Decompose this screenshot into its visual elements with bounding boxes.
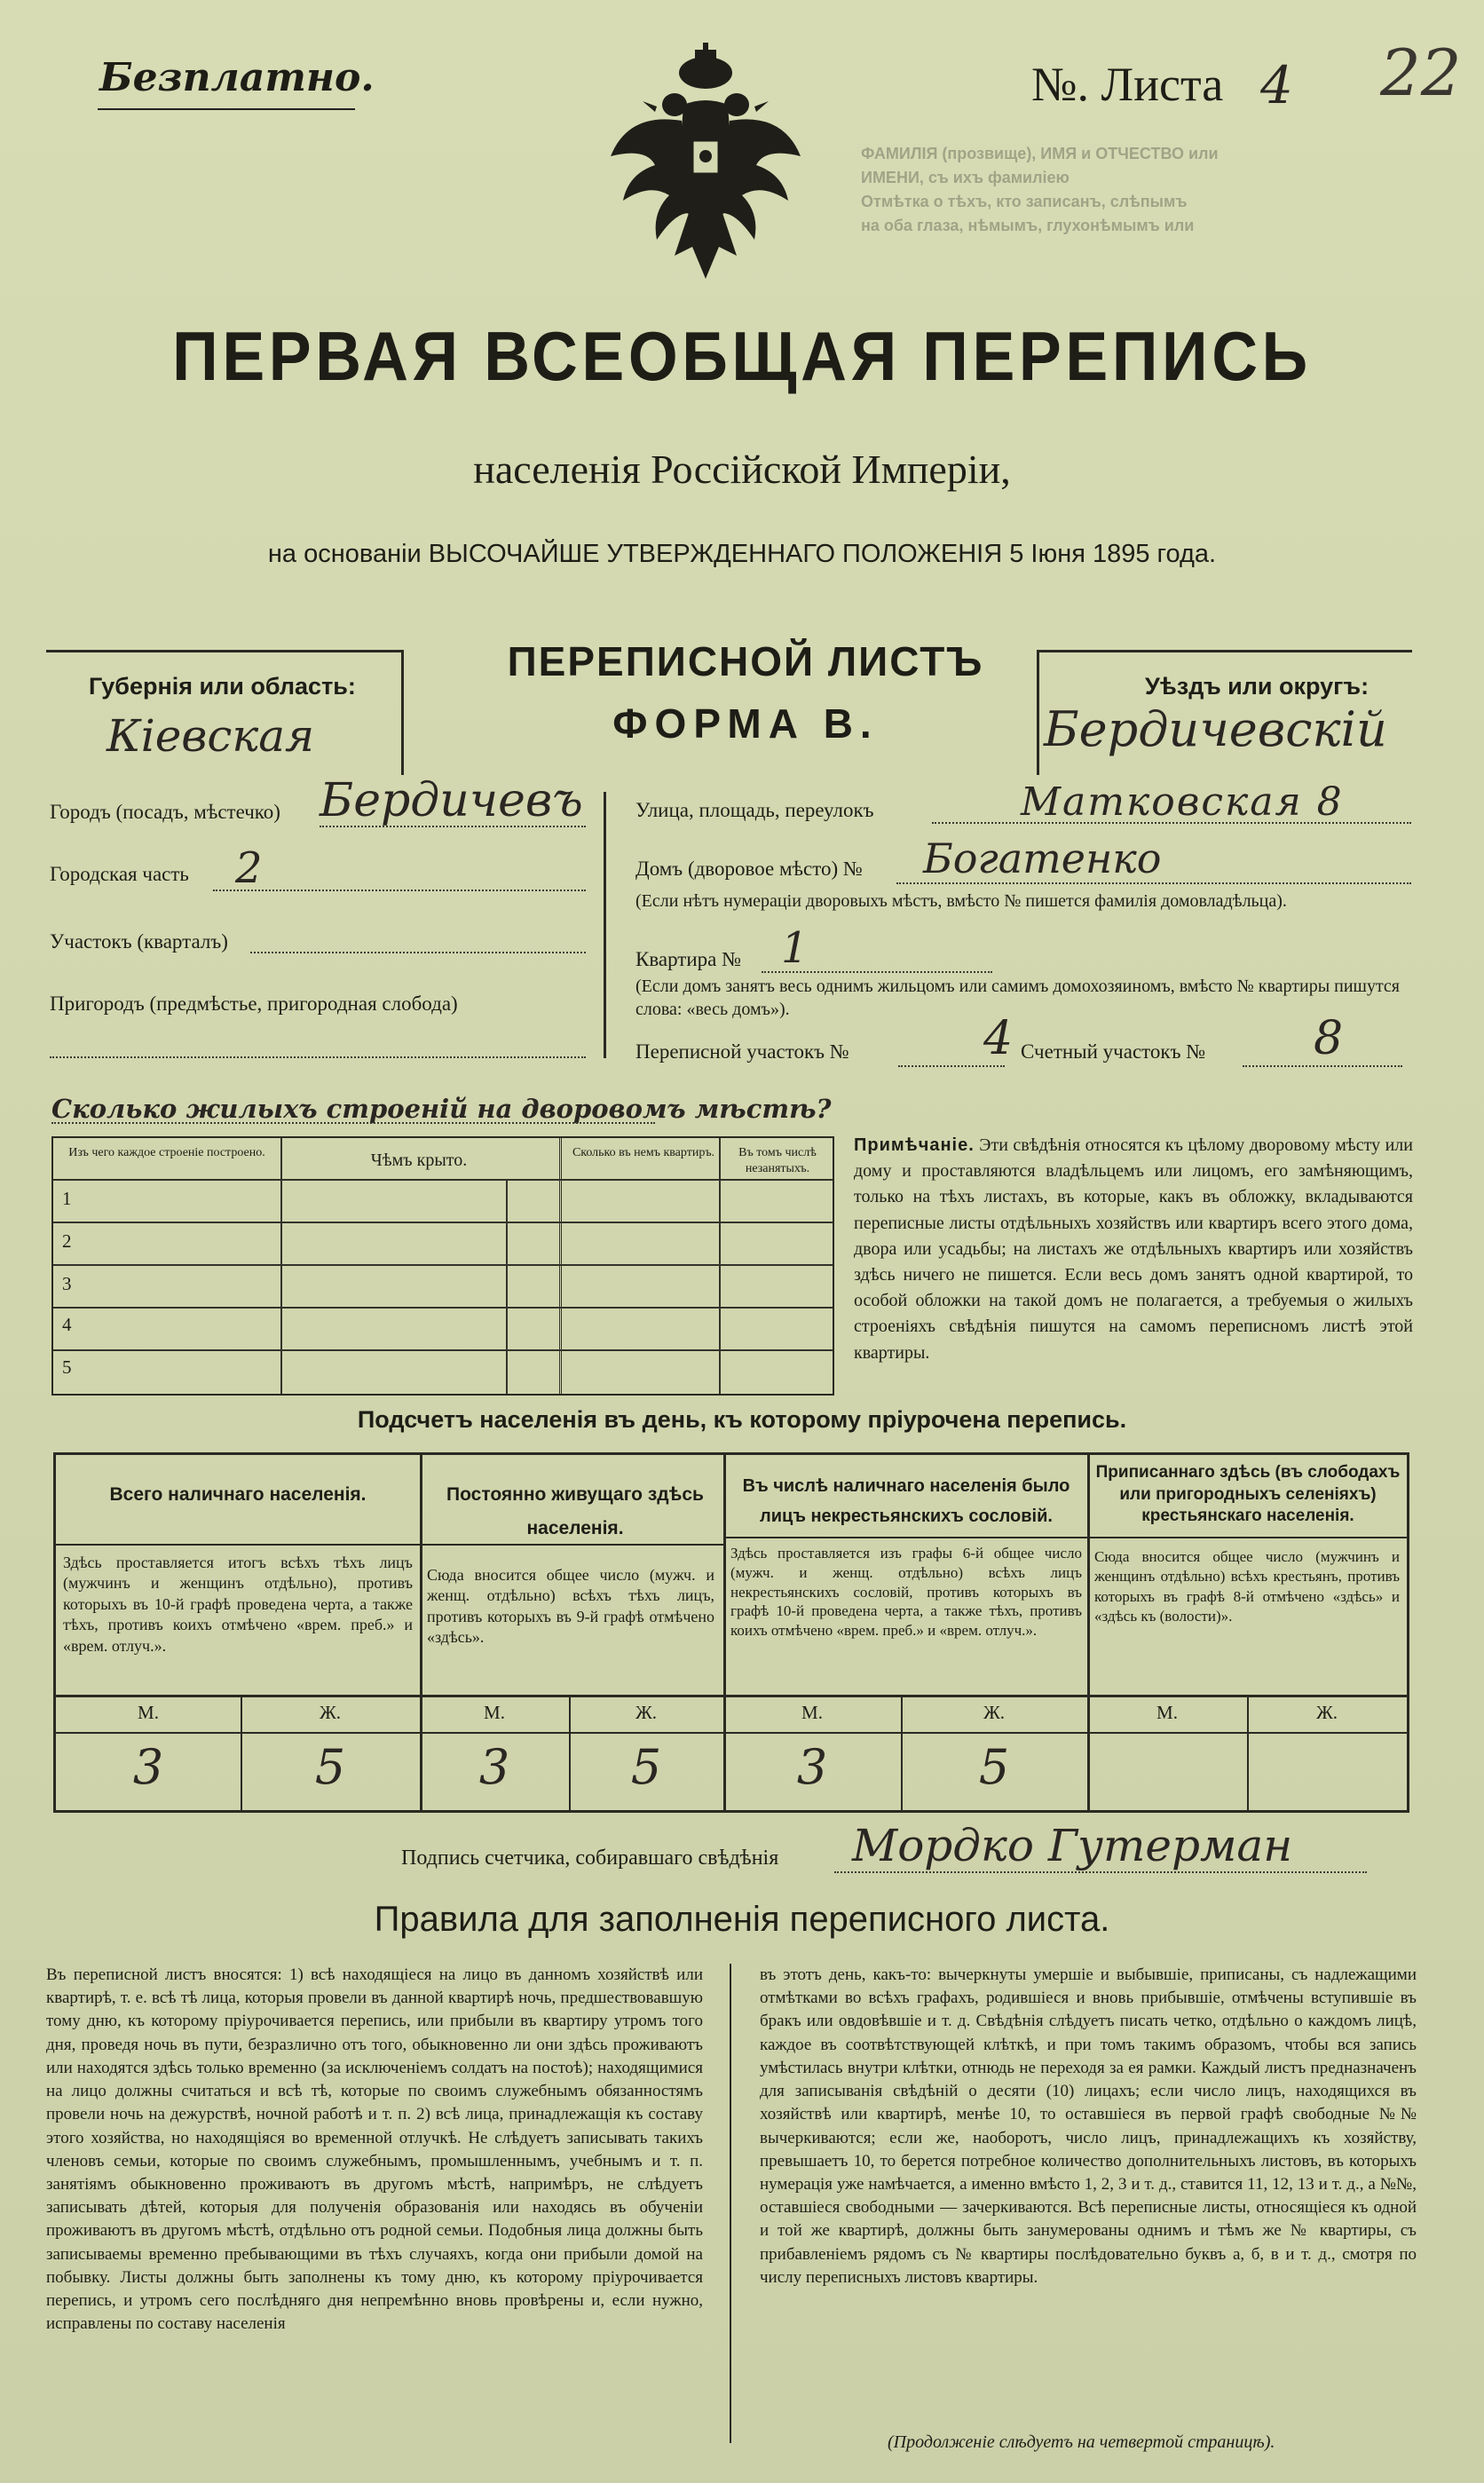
pop-col4-f-label: Ж. [1315, 1702, 1338, 1723]
street-rule [932, 822, 1411, 824]
pop-col1-head-rule [56, 1544, 420, 1546]
bleed-through-text: ФАМИЛІЯ (прозвище), ИМЯ и ОТЧЕСТВО или ИМЕНИ, съ ихъ фамиліею Отмѣтка о тѣхъ, кто записанъ, слѣпымъ на оба глаза, нѣмымъ, глухонѣмымъ или [852, 145, 1219, 234]
buildings-row-rule-3 [53, 1307, 833, 1309]
pop-col3-head-rule [723, 1537, 1087, 1538]
signature-label: Подпись счетчика, собиравшаго свѣдѣнія [401, 1846, 779, 1870]
population-title: Подсчетъ населенія въ день, къ которому пріурочена перепись. [357, 1406, 1127, 1433]
subtitle: населенія Россійской Имперіи, [473, 447, 1011, 492]
buildings-row-3: 3 [62, 1273, 72, 1294]
pop-col3-desc: Здѣсь проставляется изъ графы 6-й общее число (мужч. и женщ. отдѣльно) всѣхъ лицъ некрестьянскихъ сословій, противъ которыхъ въ графѣ 10-й проведена черта, а также тѣхъ, противъ коихъ отмѣчено «врем. преб.» и «врем. отлуч.». [730, 1545, 1082, 1639]
pop-col1-m-value[interactable]: 3 [132, 1739, 164, 1795]
district-label: Уѣздъ или округъ: [1145, 673, 1370, 700]
buildings-question-rule [51, 1122, 655, 1124]
imperial-eagle-emblem [604, 43, 808, 291]
buildings-row-2: 2 [62, 1230, 72, 1252]
pop-col2-head: Постоянно живущаго здѣсь населенія. [446, 1484, 704, 1538]
fields-divider [604, 792, 606, 1058]
buildings-col-rule-4 [719, 1138, 721, 1394]
pop-col2-m-value[interactable]: 3 [478, 1739, 510, 1795]
signature-value[interactable]: Мордко Гутерман [852, 1820, 1293, 1871]
note-text: Эти свѣдѣнія относятся къ цѣлому дворовому мѣсту или дому и проставляются владѣльцемъ или лицомъ, его замѣняющимъ, только на тѣхъ листахъ, въ которые, какъ въ обложку, вкладываются переписные листы отдѣльныхъ хозяйствъ или квартиръ всего этого дома, двора или усадьбы; на листахъ же отдѣльныхъ квартиръ или хозяйствъ здѣсь ничего не пишется. Если весь домъ занятъ одной квартирой, то особой обложки на такой домъ не полагается, а требуемыя о жилыхъ строеніяхъ свѣдѣнія пишутся на самомъ переписномъ листѣ этой квартиры. [854, 1135, 1413, 1363]
buildings-col-rule-2 [506, 1179, 508, 1394]
basis-line: на основаніи ВЫСОЧАЙШЕ УТВЕРЖДЕННАГО ПОЛОЖЕНІЯ 5 Іюня 1895 года. [267, 540, 1217, 568]
pop-col3-f-label: Ж. [983, 1702, 1006, 1723]
archive-number: 22 [1380, 36, 1462, 110]
pop-col4-head: Приписаннаго здѣсь (въ слободахъ или пригородныхъ селеніяхъ) крестьянскаго населенія. [1095, 1463, 1401, 1526]
buildings-header-material: Изъ чего каждое строеніе построено. [68, 1146, 265, 1159]
rules-right-column: въ этотъ день, какъ-то: вычеркнуты умершіе и выбывшіе, приписаны, съ надлежащими отмѣтками во всѣхъ графахъ, родившіеся и вновь прибывшіе, отмѣчены вступившіе въ бракъ или овдовѣвшіе и т. д. Свѣдѣнія слѣдуетъ писать четко, отдѣльно о каждомъ лицѣ, каждое въ соотвѣтствующей клѣткѣ, и при томъ такимъ образомъ, чтобы вся запись умѣстилась внутри клѣтки, отнюдь не переходя за ея рамки. Каждый листъ предназначенъ для записыванія свѣдѣній о десяти (10) лицахъ; если число лицъ, находящихся въ хозяйствѣ или квартирѣ, менѣе 10, то оставшіеся въ первой графѣ свободные №№ вычеркиваются; если же, наоборотъ, число лицъ, принадлежащихъ къ хозяйству, превышаетъ 10, то берется потребное количество дополнительныхъ листовъ, въ которыхъ нумерація уже намѣчается, а именно вмѣсто 1, 2, 3 и т. д., ставится 11, 12, 13 и т. д., а №№, оставшіеся свободными — зачеркиваются. Всѣ переписные листы, относящіеся къ одной и той же квартирѣ, должны быть занумерованы однимъ и тѣмъ же № квартиры, съ прибавленіемъ рядомъ съ № квартиры послѣдовательно буквъ а, б, в и т. д., смотря по числу переписныхъ листовъ квартиры. [760, 1965, 1417, 2287]
house-label: Домъ (дворовое мѣсто) № [635, 858, 863, 880]
buildings-header-apartments: Сколько въ немъ квартиръ. [572, 1146, 715, 1159]
rules-left-column: Въ переписной листъ вносятся: 1) всѣ находящіеся на лицо въ данномъ хозяйствѣ или квартирѣ, т. е. всѣ тѣ лица, которыя провели въ данной квартирѣ ночь, предшествовавшую тому дню, къ которому пріурочивается перепись, или прибыли въ квартиру утромъ того дня, проведя ночь въ пути, безразлично отъ того, обыкновенно ли они здѣсь проживаютъ или находятся здѣсь только временно (за исключеніемъ солдатъ на постоѣ); находящимися на лицо должны считаться и всѣ тѣ, которые по своимъ служебнымъ обязанностямъ провели ночь на дежурствѣ, ночной работѣ и т. п. 2) всѣ лица, принадлежащія къ составу этого хозяйства, но находящіяся во временной отлучкѣ. Не слѣдуетъ записывать такихъ членовъ семьи, которые по своимъ служебнымъ, промышленнымъ, учебнымъ и т. п. занятіямъ обыкновенно проживаютъ въ другомъ мѣстѣ, напримѣръ, не слѣдуетъ записывать дѣтей, которыя для полученія образованія или находясь въ обученіи проживаютъ въ другомъ мѣстѣ, отдѣльно отъ родной семьи. Подобныя лица должны быть записываемы временно пребывающими въ тѣхъ случаяхъ, когда они прибыли домой на побывку. Листы должны быть заполнены къ тому дню, къ которому пріурочивается перепись, и утромъ сего послѣдняго дня непремѣнно вновь провѣрены и, если нужно, исправлены по составу населенія [46, 1965, 703, 2334]
note-title: Примѣчаніе. [854, 1135, 975, 1155]
pop-col1-f-label: Ж. [319, 1702, 342, 1723]
note-block [854, 1133, 1413, 1366]
pop-col2-f-value[interactable]: 5 [630, 1739, 662, 1795]
census-district-label: Переписной участокъ № [635, 1040, 849, 1063]
census-district-rule [898, 1065, 1005, 1067]
rules-continuation: (Продолженіе слѣдуетъ на четвертой страницѣ). [888, 2432, 1275, 2452]
buildings-row-1: 1 [62, 1188, 72, 1209]
count-district-value[interactable]: 8 [1314, 1012, 1344, 1065]
rules-column-divider [730, 1964, 731, 2443]
pop-mf-rule [56, 1732, 1407, 1734]
pop-col3-m-value[interactable]: 3 [796, 1739, 828, 1795]
province-value[interactable]: Кіевская [107, 710, 315, 762]
city-part-label: Городская часть [50, 863, 189, 885]
suburb-rule [50, 1056, 586, 1058]
pop-header-rule [56, 1695, 1407, 1697]
buildings-row-5: 5 [62, 1356, 72, 1378]
pop-col3-head: Въ числѣ наличнаго населенія было лицъ некрестьянскихъ сословій. [742, 1476, 1070, 1526]
city-rule [320, 826, 586, 827]
rules-title: Правила для заполненія переписного листа. [374, 1900, 1110, 1939]
pop-col4-desc: Сюда вносится общее число (мужчинъ и женщинъ отдѣльно) всѣхъ крестьянъ, противъ которыхъ въ графѣ 8-й отмѣчено «здѣсь» и «здѣсь къ (волости)». [1094, 1548, 1400, 1625]
pop-col2-f-label: Ж. [635, 1702, 658, 1723]
pop-col3-f-value[interactable]: 5 [978, 1739, 1010, 1795]
pop-col1-head: Всего наличнаго населенія. [109, 1484, 367, 1505]
buildings-col-rule-3 [559, 1138, 562, 1394]
sheet-number-value: 4 [1260, 55, 1293, 115]
buildings-row-4: 4 [62, 1314, 72, 1335]
quarter-label: Участокъ (кварталъ) [50, 930, 228, 953]
sheet-number-label: №. Листа [1031, 58, 1224, 111]
population-table [53, 1452, 1409, 1813]
title-block [0, 316, 1484, 397]
pop-col4-head-rule [1087, 1537, 1407, 1538]
city-label: Городъ (посадъ, мѣстечко) [50, 801, 280, 823]
city-part-value[interactable]: 2 [235, 843, 263, 893]
free-label: Безплатно. [99, 55, 375, 100]
street-value[interactable]: Матковская 8 [1021, 779, 1344, 825]
apartment-value[interactable]: 1 [781, 923, 809, 973]
city-value[interactable]: Бердичевъ [320, 774, 583, 827]
census-district-value[interactable]: 4 [983, 1012, 1014, 1065]
house-value[interactable]: Богатенко [923, 834, 1162, 882]
buildings-row-rule-4 [53, 1349, 833, 1351]
quarter-rule [250, 952, 586, 953]
buildings-header-vacant: Въ томъ числѣ незанятыхъ. [738, 1146, 817, 1176]
street-label: Улица, площадь, переулокъ [635, 799, 874, 821]
buildings-table [51, 1136, 834, 1396]
apartment-rule [762, 971, 992, 973]
pop-col3-m-label: М. [801, 1702, 823, 1723]
count-district-label: Счетный участокъ № [1021, 1040, 1206, 1063]
free-underline [98, 108, 355, 110]
apartment-label: Квартира № [635, 948, 742, 970]
apartment-note: (Если домъ занятъ весь однимъ жильцомъ или самимъ домохозяиномъ, вмѣсто № квартиры пишутся слова: «весь домъ»). [635, 977, 1401, 1019]
signature-rule [834, 1871, 1367, 1873]
form-title-line2: ФОРМА В. [612, 700, 879, 747]
buildings-header-rule [53, 1179, 833, 1181]
pop-col1-f-value[interactable]: 5 [314, 1739, 346, 1795]
house-rule [896, 882, 1411, 884]
pop-col4-m-label: М. [1156, 1702, 1178, 1723]
city-part-rule [213, 890, 586, 891]
pop-col-rule-3 [1087, 1455, 1090, 1810]
count-district-rule [1243, 1065, 1402, 1067]
buildings-row-rule-2 [53, 1264, 833, 1266]
pop-col1-m-label: М. [138, 1702, 159, 1723]
buildings-header-roof: Чѣмъ крыто. [370, 1151, 468, 1170]
pop-col1-desc: Здѣсь проставляется итогъ всѣхъ тѣхъ лицъ (мужчинъ и женщинъ отдѣльно), противъ которыхъ въ 10-й графѣ проведена черта, а также тѣхъ, противъ коихъ отмѣчено «врем. преб.» и «врем. отлуч.». [63, 1554, 413, 1655]
buildings-row-rule-1 [53, 1222, 833, 1223]
province-label: Губернія или область: [89, 673, 356, 700]
form-title-line1: ПЕРЕПИСНОЙ ЛИСТЪ [507, 638, 984, 684]
main-title: ПЕРВАЯ ВСЕОБЩАЯ ПЕРЕПИСЬ [172, 317, 1312, 395]
buildings-col-rule-1 [280, 1138, 282, 1394]
pop-col2-m-label: М. [484, 1702, 505, 1723]
suburb-label: Пригородъ (предмѣстье, пригородная слобода) [50, 992, 458, 1015]
buildings-question: Сколько жилыхъ строеній на дворовомъ мѣстѣ? [51, 1094, 832, 1124]
pop-col2-head-rule [420, 1544, 723, 1546]
district-value[interactable]: Бердичевскій [1044, 701, 1387, 757]
house-note: (Если нѣтъ нумераціи дворовыхъ мѣстъ, вмѣсто № пишется фамилія домовладѣльца). [635, 891, 1287, 911]
pop-col2-desc: Сюда вносится общее число (мужч. и женщ. отдѣльно) всѣхъ тѣхъ лицъ, противъ которыхъ въ 9-й графѣ отмѣчено «здѣсь». [427, 1566, 714, 1647]
